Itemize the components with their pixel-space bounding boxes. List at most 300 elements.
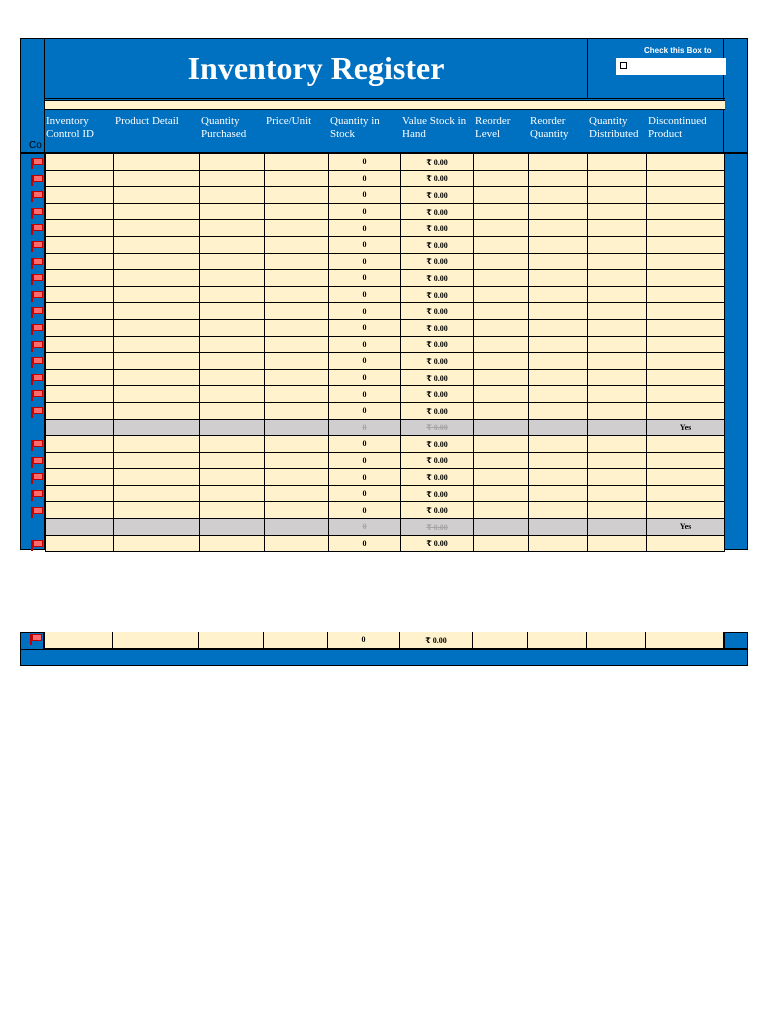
table-cell[interactable]: 0 bbox=[329, 436, 401, 453]
table-cell[interactable] bbox=[588, 254, 647, 271]
table-cell[interactable]: 0 bbox=[329, 237, 401, 254]
table-cell[interactable]: ₹ 0.00 bbox=[401, 420, 474, 437]
table-cell[interactable] bbox=[588, 502, 647, 519]
table-cell[interactable] bbox=[474, 536, 529, 553]
table-cell[interactable] bbox=[647, 154, 725, 171]
row-flag-icon bbox=[33, 208, 43, 215]
table-cell[interactable] bbox=[265, 519, 329, 536]
table-cell[interactable] bbox=[114, 453, 200, 470]
row-flag-icon bbox=[33, 241, 43, 248]
table-cell[interactable] bbox=[200, 469, 265, 486]
table-cell[interactable] bbox=[264, 632, 328, 649]
table-cell[interactable]: ₹ 0.00 bbox=[400, 632, 473, 649]
table-cell[interactable] bbox=[200, 220, 265, 237]
table-cell[interactable] bbox=[200, 154, 265, 171]
table-cell[interactable] bbox=[45, 486, 114, 503]
right-margin-strip bbox=[723, 39, 747, 549]
table-cell[interactable] bbox=[265, 469, 329, 486]
table-cell[interactable] bbox=[474, 337, 529, 354]
table-cell[interactable] bbox=[114, 287, 200, 304]
table-cell[interactable] bbox=[45, 154, 114, 171]
table-row bbox=[45, 519, 725, 536]
table-cell[interactable] bbox=[529, 486, 588, 503]
table-cell[interactable] bbox=[474, 254, 529, 271]
column-header: Price/Unit bbox=[266, 115, 312, 127]
table-row bbox=[45, 171, 725, 188]
table-cell[interactable] bbox=[45, 270, 114, 287]
table-cell[interactable] bbox=[114, 403, 200, 420]
table-row bbox=[45, 420, 725, 437]
column-header: Inventory Control ID bbox=[46, 115, 94, 140]
table-cell[interactable] bbox=[588, 436, 647, 453]
table-cell[interactable] bbox=[200, 187, 265, 204]
row-flag-icon bbox=[32, 634, 42, 641]
table-cell[interactable]: ₹ 0.00 bbox=[401, 171, 474, 188]
table-row bbox=[45, 502, 725, 519]
table-cell[interactable] bbox=[474, 187, 529, 204]
table-row bbox=[45, 536, 725, 553]
table-cell[interactable] bbox=[199, 632, 264, 649]
table-cell[interactable]: ₹ 0.00 bbox=[401, 154, 474, 171]
table-cell[interactable] bbox=[45, 353, 114, 370]
table-cell[interactable] bbox=[265, 254, 329, 271]
table-row bbox=[45, 270, 725, 287]
table-cell[interactable] bbox=[647, 171, 725, 188]
table-cell[interactable] bbox=[114, 154, 200, 171]
row-flag-icon bbox=[33, 490, 43, 497]
table-cell[interactable] bbox=[529, 303, 588, 320]
check-label: Check this Box to bbox=[644, 46, 712, 55]
table-cell[interactable] bbox=[588, 420, 647, 437]
table-cell[interactable] bbox=[588, 469, 647, 486]
header-spacer-band bbox=[45, 100, 725, 110]
table-cell[interactable] bbox=[45, 420, 114, 437]
table-cell[interactable] bbox=[647, 353, 725, 370]
footer-bar bbox=[20, 649, 748, 666]
table-cell[interactable] bbox=[45, 237, 114, 254]
table-cell[interactable] bbox=[529, 254, 588, 271]
table-cell[interactable] bbox=[529, 519, 588, 536]
table-cell[interactable]: 0 bbox=[329, 303, 401, 320]
table-cell[interactable] bbox=[265, 171, 329, 188]
table-cell[interactable] bbox=[474, 204, 529, 221]
table-cell[interactable]: ₹ 0.00 bbox=[401, 436, 474, 453]
table-cell[interactable] bbox=[114, 386, 200, 403]
table-cell[interactable] bbox=[265, 187, 329, 204]
table-cell[interactable] bbox=[588, 171, 647, 188]
table-cell[interactable]: ₹ 0.00 bbox=[401, 403, 474, 420]
table-row bbox=[45, 353, 725, 370]
table-cell[interactable]: 0 bbox=[329, 204, 401, 221]
table-cell[interactable] bbox=[474, 287, 529, 304]
table-cell[interactable]: ₹ 0.00 bbox=[401, 337, 474, 354]
table-cell[interactable] bbox=[113, 632, 199, 649]
table-cell[interactable]: ₹ 0.00 bbox=[401, 270, 474, 287]
table-cell[interactable] bbox=[588, 204, 647, 221]
footer-right-strip bbox=[724, 632, 748, 649]
table-cell[interactable] bbox=[529, 171, 588, 188]
table-row bbox=[45, 436, 725, 453]
table-cell[interactable] bbox=[200, 254, 265, 271]
table-cell[interactable]: ₹ 0.00 bbox=[401, 254, 474, 271]
row-flag-icon bbox=[33, 390, 43, 397]
table-cell[interactable] bbox=[45, 370, 114, 387]
table-cell[interactable]: 0 bbox=[329, 187, 401, 204]
table-cell[interactable]: 0 bbox=[329, 502, 401, 519]
table-cell[interactable] bbox=[114, 337, 200, 354]
row-flag-icon bbox=[33, 224, 43, 231]
table-cell[interactable] bbox=[114, 320, 200, 337]
table-cell[interactable] bbox=[588, 303, 647, 320]
table-cell[interactable]: 0 bbox=[329, 486, 401, 503]
table-cell[interactable] bbox=[45, 337, 114, 354]
table-cell[interactable] bbox=[265, 237, 329, 254]
table-cell[interactable] bbox=[588, 403, 647, 420]
table-cell[interactable] bbox=[647, 386, 725, 403]
table-cell[interactable] bbox=[647, 287, 725, 304]
column-header: Quantity Purchased bbox=[201, 115, 247, 140]
row-flag-icon bbox=[33, 440, 43, 447]
table-cell[interactable] bbox=[114, 303, 200, 320]
table-row bbox=[45, 303, 725, 320]
table-cell[interactable] bbox=[474, 370, 529, 387]
table-cell[interactable] bbox=[588, 519, 647, 536]
table-cell[interactable] bbox=[588, 453, 647, 470]
table-cell[interactable]: 0 bbox=[329, 171, 401, 188]
table-cell[interactable]: 0 bbox=[329, 353, 401, 370]
table-cell[interactable]: 0 bbox=[329, 320, 401, 337]
check-field[interactable] bbox=[616, 58, 726, 75]
table-cell[interactable] bbox=[474, 436, 529, 453]
table-cell[interactable] bbox=[474, 519, 529, 536]
table-cell[interactable]: 0 bbox=[329, 519, 401, 536]
table-cell[interactable] bbox=[474, 420, 529, 437]
table-cell[interactable] bbox=[265, 420, 329, 437]
table-cell[interactable] bbox=[588, 187, 647, 204]
table-cell[interactable] bbox=[588, 370, 647, 387]
table-row bbox=[45, 220, 725, 237]
table-cell[interactable] bbox=[647, 337, 725, 354]
table-cell[interactable] bbox=[45, 204, 114, 221]
table-cell[interactable] bbox=[265, 154, 329, 171]
table-cell[interactable] bbox=[200, 403, 265, 420]
row-flag-icon bbox=[33, 374, 43, 381]
table-cell[interactable]: ₹ 0.00 bbox=[401, 386, 474, 403]
table-cell[interactable] bbox=[114, 420, 200, 437]
table-cell[interactable] bbox=[200, 536, 265, 553]
table-cell[interactable] bbox=[45, 320, 114, 337]
column-header: Product Detail bbox=[115, 115, 179, 127]
table-cell[interactable] bbox=[265, 320, 329, 337]
table-cell[interactable] bbox=[45, 187, 114, 204]
table-cell[interactable] bbox=[647, 220, 725, 237]
table-cell[interactable] bbox=[647, 436, 725, 453]
table-cell[interactable]: ₹ 0.00 bbox=[401, 536, 474, 553]
table-cell[interactable] bbox=[529, 420, 588, 437]
table-cell[interactable]: ₹ 0.00 bbox=[401, 204, 474, 221]
table-cell[interactable] bbox=[114, 220, 200, 237]
table-cell[interactable]: ₹ 0.00 bbox=[401, 370, 474, 387]
table-cell[interactable]: Yes bbox=[647, 519, 725, 536]
table-cell[interactable] bbox=[114, 204, 200, 221]
page-title: Inventory Register bbox=[45, 39, 587, 99]
table-row bbox=[45, 254, 725, 271]
table-cell[interactable] bbox=[200, 337, 265, 354]
table-cell[interactable] bbox=[265, 353, 329, 370]
filter-check-area bbox=[587, 39, 725, 99]
table-cell[interactable]: 0 bbox=[329, 386, 401, 403]
discontinued-filter-checkbox[interactable] bbox=[620, 62, 627, 69]
table-cell[interactable] bbox=[647, 453, 725, 470]
table-cell[interactable] bbox=[529, 536, 588, 553]
table-cell[interactable] bbox=[265, 486, 329, 503]
table-cell[interactable]: ₹ 0.00 bbox=[401, 237, 474, 254]
table-cell[interactable] bbox=[45, 254, 114, 271]
table-cell[interactable] bbox=[114, 171, 200, 188]
table-row bbox=[45, 320, 725, 337]
table-cell[interactable]: ₹ 0.00 bbox=[401, 486, 474, 503]
table-cell[interactable] bbox=[114, 519, 200, 536]
row-flag-icon bbox=[33, 507, 43, 514]
table-cell[interactable] bbox=[265, 303, 329, 320]
table-cell[interactable] bbox=[200, 386, 265, 403]
table-cell[interactable] bbox=[265, 204, 329, 221]
table-cell[interactable] bbox=[647, 254, 725, 271]
table-cell[interactable] bbox=[200, 204, 265, 221]
table-cell[interactable] bbox=[200, 436, 265, 453]
table-cell[interactable]: ₹ 0.00 bbox=[401, 519, 474, 536]
table-cell[interactable] bbox=[588, 320, 647, 337]
table-cell[interactable] bbox=[647, 237, 725, 254]
table-row bbox=[45, 287, 725, 304]
table-cell[interactable] bbox=[265, 436, 329, 453]
table-row bbox=[45, 187, 725, 204]
table-cell[interactable] bbox=[588, 386, 647, 403]
table-cell[interactable] bbox=[265, 270, 329, 287]
table-cell[interactable]: 0 bbox=[329, 254, 401, 271]
table-cell[interactable] bbox=[647, 204, 725, 221]
table-cell[interactable] bbox=[474, 171, 529, 188]
table-cell[interactable] bbox=[529, 353, 588, 370]
table-cell[interactable] bbox=[529, 320, 588, 337]
table-cell[interactable] bbox=[473, 632, 528, 649]
table-cell[interactable] bbox=[45, 303, 114, 320]
table-cell[interactable]: 0 bbox=[329, 536, 401, 553]
table-cell[interactable] bbox=[200, 502, 265, 519]
table-cell[interactable] bbox=[474, 237, 529, 254]
table-cell[interactable] bbox=[114, 270, 200, 287]
table-cell[interactable] bbox=[529, 237, 588, 254]
table-cell[interactable] bbox=[474, 303, 529, 320]
table-cell[interactable] bbox=[647, 370, 725, 387]
table-cell[interactable] bbox=[588, 353, 647, 370]
table-cell[interactable] bbox=[529, 469, 588, 486]
table-cell[interactable] bbox=[588, 337, 647, 354]
table-cell[interactable]: ₹ 0.00 bbox=[401, 287, 474, 304]
table-cell[interactable] bbox=[588, 220, 647, 237]
table-cell[interactable] bbox=[474, 486, 529, 503]
table-cell[interactable] bbox=[588, 486, 647, 503]
table-cell[interactable] bbox=[114, 370, 200, 387]
table-cell[interactable] bbox=[529, 370, 588, 387]
table-cell[interactable] bbox=[45, 287, 114, 304]
table-cell[interactable]: 0 bbox=[329, 270, 401, 287]
table-cell[interactable] bbox=[114, 502, 200, 519]
row-flag-icon bbox=[33, 191, 43, 198]
table-cell[interactable] bbox=[474, 502, 529, 519]
table-cell[interactable] bbox=[529, 386, 588, 403]
table-cell[interactable] bbox=[45, 436, 114, 453]
table-cell[interactable] bbox=[200, 270, 265, 287]
table-row bbox=[45, 386, 725, 403]
table-cell[interactable]: ₹ 0.00 bbox=[401, 320, 474, 337]
row-flag-icon bbox=[33, 473, 43, 480]
table-cell[interactable] bbox=[265, 502, 329, 519]
table-cell[interactable] bbox=[265, 337, 329, 354]
table-cell[interactable] bbox=[588, 536, 647, 553]
table-cell[interactable] bbox=[265, 370, 329, 387]
table-cell[interactable]: ₹ 0.00 bbox=[401, 353, 474, 370]
table-cell[interactable] bbox=[474, 154, 529, 171]
table-cell[interactable] bbox=[200, 237, 265, 254]
table-cell[interactable] bbox=[45, 403, 114, 420]
table-cell[interactable] bbox=[647, 486, 725, 503]
table-cell[interactable] bbox=[529, 220, 588, 237]
table-cell[interactable] bbox=[529, 154, 588, 171]
table-cell[interactable] bbox=[647, 536, 725, 553]
table-cell[interactable] bbox=[114, 469, 200, 486]
table-cell[interactable] bbox=[200, 320, 265, 337]
table-cell[interactable] bbox=[647, 270, 725, 287]
table-cell[interactable] bbox=[474, 386, 529, 403]
table-cell[interactable] bbox=[200, 420, 265, 437]
table-cell[interactable]: ₹ 0.00 bbox=[401, 220, 474, 237]
table-cell[interactable] bbox=[45, 519, 114, 536]
table-cell[interactable] bbox=[647, 303, 725, 320]
table-cell[interactable] bbox=[647, 469, 725, 486]
table-cell[interactable] bbox=[114, 187, 200, 204]
table-cell[interactable] bbox=[647, 403, 725, 420]
table-cell[interactable] bbox=[647, 320, 725, 337]
table-cell[interactable] bbox=[474, 453, 529, 470]
table-cell[interactable] bbox=[529, 337, 588, 354]
table-cell[interactable]: 0 bbox=[329, 420, 401, 437]
table-cell[interactable] bbox=[529, 403, 588, 420]
table-cell[interactable]: ₹ 0.00 bbox=[401, 502, 474, 519]
table-cell[interactable]: 0 bbox=[329, 453, 401, 470]
table-cell[interactable] bbox=[529, 287, 588, 304]
table-row bbox=[45, 453, 725, 470]
table-cell[interactable] bbox=[45, 453, 114, 470]
table-cell[interactable] bbox=[114, 436, 200, 453]
table-cell[interactable]: 0 bbox=[328, 632, 400, 649]
table-cell[interactable]: 0 bbox=[329, 403, 401, 420]
table-cell[interactable]: 0 bbox=[329, 337, 401, 354]
table-cell[interactable] bbox=[265, 287, 329, 304]
table-cell[interactable]: ₹ 0.00 bbox=[401, 187, 474, 204]
row-flag-icon bbox=[33, 457, 43, 464]
table-cell[interactable] bbox=[114, 237, 200, 254]
table-cell[interactable]: ₹ 0.00 bbox=[401, 453, 474, 470]
table-cell[interactable] bbox=[265, 453, 329, 470]
inventory-sheet bbox=[20, 38, 748, 550]
table-cell[interactable]: 0 bbox=[329, 154, 401, 171]
table-cell[interactable]: 0 bbox=[329, 469, 401, 486]
table-cell[interactable] bbox=[528, 632, 587, 649]
table-cell[interactable] bbox=[529, 436, 588, 453]
table-cell[interactable] bbox=[265, 386, 329, 403]
row-flag-icon bbox=[33, 540, 43, 547]
row-flag-icon bbox=[33, 407, 43, 414]
table-cell[interactable] bbox=[529, 187, 588, 204]
table-cell[interactable] bbox=[200, 303, 265, 320]
table-cell[interactable] bbox=[474, 320, 529, 337]
table-cell[interactable] bbox=[114, 254, 200, 271]
table-cell[interactable] bbox=[474, 469, 529, 486]
table-cell[interactable] bbox=[646, 632, 724, 649]
table-cell[interactable]: ₹ 0.00 bbox=[401, 303, 474, 320]
table-cell[interactable] bbox=[588, 237, 647, 254]
table-cell[interactable] bbox=[200, 453, 265, 470]
column-header: Reorder Quantity bbox=[530, 115, 569, 140]
table-cell[interactable] bbox=[114, 486, 200, 503]
table-cell[interactable] bbox=[200, 171, 265, 188]
table-cell[interactable]: Yes bbox=[647, 420, 725, 437]
table-cell[interactable] bbox=[200, 353, 265, 370]
column-header: Discontinued Product bbox=[648, 115, 707, 140]
table-cell[interactable] bbox=[265, 220, 329, 237]
table-cell[interactable]: 0 bbox=[329, 287, 401, 304]
table-cell[interactable] bbox=[265, 403, 329, 420]
column-header: Reorder Level bbox=[475, 115, 511, 140]
table-cell[interactable] bbox=[529, 453, 588, 470]
table-cell[interactable] bbox=[45, 220, 114, 237]
table-cell[interactable] bbox=[588, 287, 647, 304]
table-cell[interactable] bbox=[647, 187, 725, 204]
row-flag-icon bbox=[33, 357, 43, 364]
table-cell[interactable] bbox=[647, 502, 725, 519]
table-cell[interactable] bbox=[587, 632, 646, 649]
table-cell[interactable] bbox=[265, 536, 329, 553]
table-cell[interactable] bbox=[588, 154, 647, 171]
table-cell[interactable] bbox=[200, 486, 265, 503]
table-cell[interactable] bbox=[529, 204, 588, 221]
table-cell[interactable] bbox=[44, 632, 113, 649]
table-cell[interactable] bbox=[45, 502, 114, 519]
row-flag-icon bbox=[33, 291, 43, 298]
table-cell[interactable] bbox=[474, 403, 529, 420]
table-cell[interactable]: ₹ 0.00 bbox=[401, 469, 474, 486]
table-cell[interactable] bbox=[200, 287, 265, 304]
table-cell[interactable]: 0 bbox=[329, 220, 401, 237]
table-cell[interactable] bbox=[529, 502, 588, 519]
table-cell[interactable] bbox=[45, 171, 114, 188]
table-cell[interactable] bbox=[114, 353, 200, 370]
table-cell[interactable] bbox=[474, 270, 529, 287]
table-cell[interactable] bbox=[200, 519, 265, 536]
table-cell[interactable]: 0 bbox=[329, 370, 401, 387]
table-cell[interactable] bbox=[45, 536, 114, 553]
table-cell[interactable] bbox=[474, 353, 529, 370]
table-cell[interactable] bbox=[588, 270, 647, 287]
table-cell[interactable] bbox=[200, 370, 265, 387]
table-cell[interactable] bbox=[45, 469, 114, 486]
table-cell[interactable] bbox=[529, 270, 588, 287]
table-cell[interactable] bbox=[45, 386, 114, 403]
table-cell[interactable] bbox=[114, 536, 200, 553]
row-flag-icon bbox=[33, 158, 43, 165]
table-cell[interactable] bbox=[474, 220, 529, 237]
